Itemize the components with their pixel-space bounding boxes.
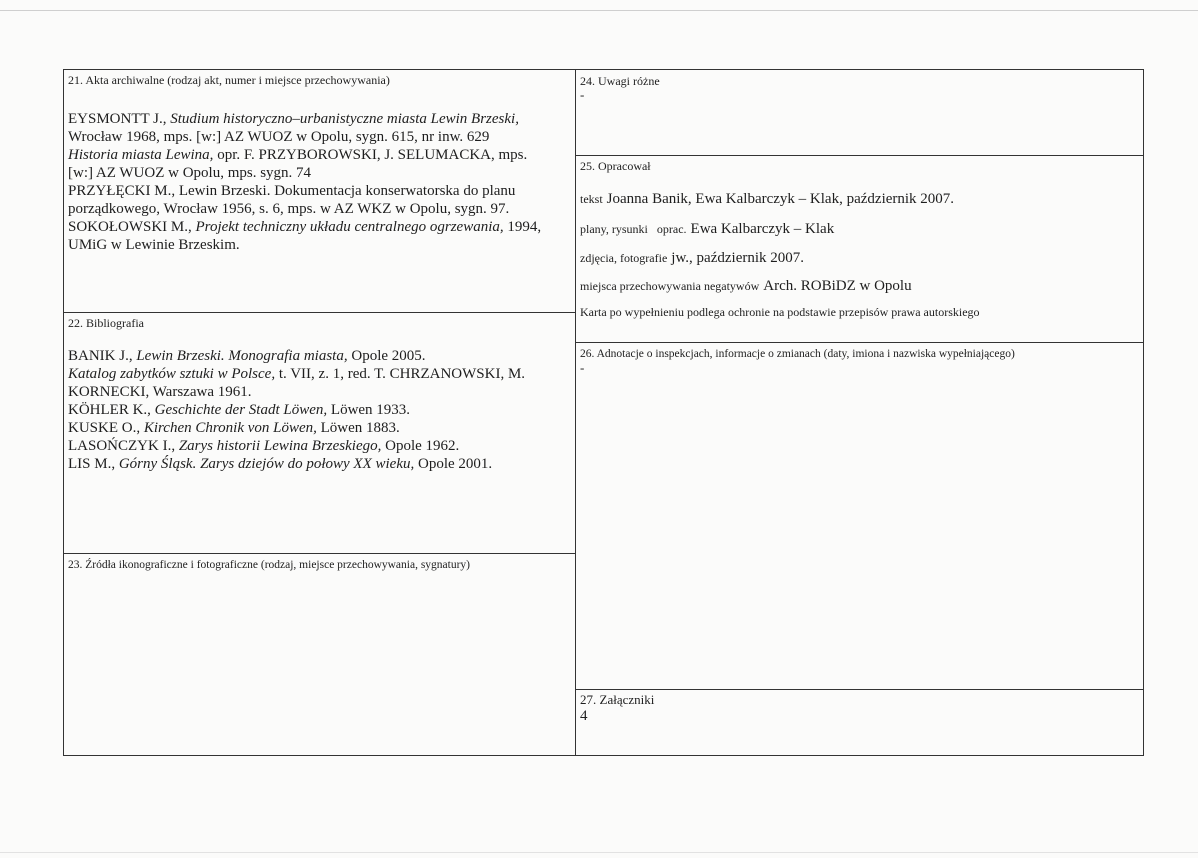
bibliographic-entry [68,218,548,254]
section-26-annotations [580,347,1142,375]
value-plans: Ewa Kalbarczyk – Klak [690,221,835,237]
entry-pre: KÖHLER K., [68,402,155,418]
bibliographic-entry [68,401,558,419]
entry-pre: EYSMONTT J., [68,111,171,127]
value-negatives: Arch. ROBiDZ w Opolu [763,278,912,294]
section-24-remarks [580,74,1140,102]
section-21-archival-records [68,73,570,254]
bibliographic-entry [68,146,548,182]
entry-pre: BANIK J., [68,348,137,364]
divider-24-25 [575,155,1144,156]
entry-post: Löwen 1883. [316,420,400,436]
entry-post: opr. F. PRZYBOROWSKI, J. SELUMACKA, mps. [w:] AZ WUOZ w Opolu, mps. sygn. 74 [68,147,528,181]
section-22-bibliography [68,316,570,473]
divider-22-23 [63,553,576,554]
bibliographic-entry [68,419,558,437]
value-text: Joanna Banik, Ewa Kalbarczyk – Klak, październik 2007. [606,191,955,207]
bibliographic-entry [68,437,558,455]
bibliographic-entry [68,365,558,401]
section-26-header: 26. Adnotacje o inspekcjach, informacje o zmianach (daty, imiona i nazwiska wypełniającego) [580,348,1015,360]
row-photos [580,249,804,267]
section-27-attachments [580,693,1140,725]
section-27-header: 27. Załączniki [580,692,655,707]
section-25-header: 25. Opracował [580,159,651,173]
section-24-header: 24. Uwagi różne [580,74,660,88]
entry-it: Historia miasta Lewina, [68,147,214,163]
divider-21-22 [63,312,576,313]
entry-it: Katalog zabytków sztuki w Polsce, [68,366,276,382]
section-23-header: 23. Źródła ikonograficzne i fotograficzne (rodzaj, miejsce przechowywania, sygnatury) [68,559,471,571]
section-21-entries [68,110,548,254]
label-photos: zdjęcia, fotografie [580,251,668,265]
entry-post: Löwen 1933. [327,402,411,418]
section-22-header: 22. Bibliografia [68,316,144,330]
label-plans: plany, rysunki oprac. [580,222,687,236]
row-plans-drawings [580,220,834,238]
column-divider [575,69,576,756]
scan-edge-bottom [0,852,1198,853]
section-21-header: 21. Akta archiwalne (rodzaj akt, numer i miejsce przechowywania) [68,73,390,87]
entry-it: Lewin Brzeski. Monografia miasta, [136,348,348,364]
copyright-note: Karta po wypełnieniu podlega ochronie na podstawie przepisów prawa autorskiego [580,305,980,319]
row-text-authors [580,190,954,208]
bibliographic-entry [68,455,558,473]
row-negatives-storage [580,277,912,295]
section-25-prepared-by [580,159,1140,339]
entry-it: Geschichte der Stadt Löwen, [154,402,328,418]
entry-pre: SOKOŁOWSKI M., [68,219,196,235]
scan-edge-top [0,10,1198,11]
entry-it: Zarys historii Lewina Brzeskiego, [178,438,382,454]
entry-post: Opole 2005. [347,348,426,364]
label-negatives: miejsca przechowywania negatywów [580,279,760,293]
entry-post: t. VII, z. 1, red. T. CHRZANOWSKI, M. KORNECKI, Warszawa 1961. [68,366,526,400]
entry-it: Studium historyczno–urbanistyczne miasta Lewin Brzeski, [170,111,519,127]
entry-post: Wrocław 1968, mps. [w:] AZ WUOZ w Opolu, sygn. 615, nr inw. 629 [68,129,490,145]
divider-26-27 [575,689,1144,690]
entry-it: Kirchen Chronik von Löwen, [143,420,317,436]
bibliographic-entry [68,182,548,218]
divider-25-26 [575,342,1144,343]
entry-pre: KUSKE O., [68,420,144,436]
entry-it: Górny Śląsk. Zarys dziejów do połowy XX wieku, [118,456,415,472]
entry-it: Projekt techniczny układu centralnego ogrzewania, [195,219,504,235]
value-photos: jw., październik 2007. [671,250,805,266]
bibliographic-entry [68,347,558,365]
section-27-value: 4 [580,708,588,724]
bibliographic-entry [68,110,548,146]
section-26-value: - [580,360,585,375]
entry-pre: LIS M., [68,456,119,472]
entry-pre: PRZYŁĘCKI M., Lewin Brzeski. Dokumentacja konserwatorska do planu porządkowego, Wrocław 1956, s. 6, mps. w AZ WKZ w Opolu, sygn. 97. [68,183,516,217]
section-23-iconographic-sources [68,558,570,572]
entry-pre: LASOŃCZYK I., [68,438,179,454]
entry-post: Opole 2001. [414,456,493,472]
section-24-value: - [580,87,585,102]
entry-post: Opole 1962. [381,438,460,454]
entry-post: 1994, UMiG w Lewinie Brzeskim. [68,219,542,253]
section-22-entries [68,347,558,473]
label-text: tekst [580,192,603,206]
